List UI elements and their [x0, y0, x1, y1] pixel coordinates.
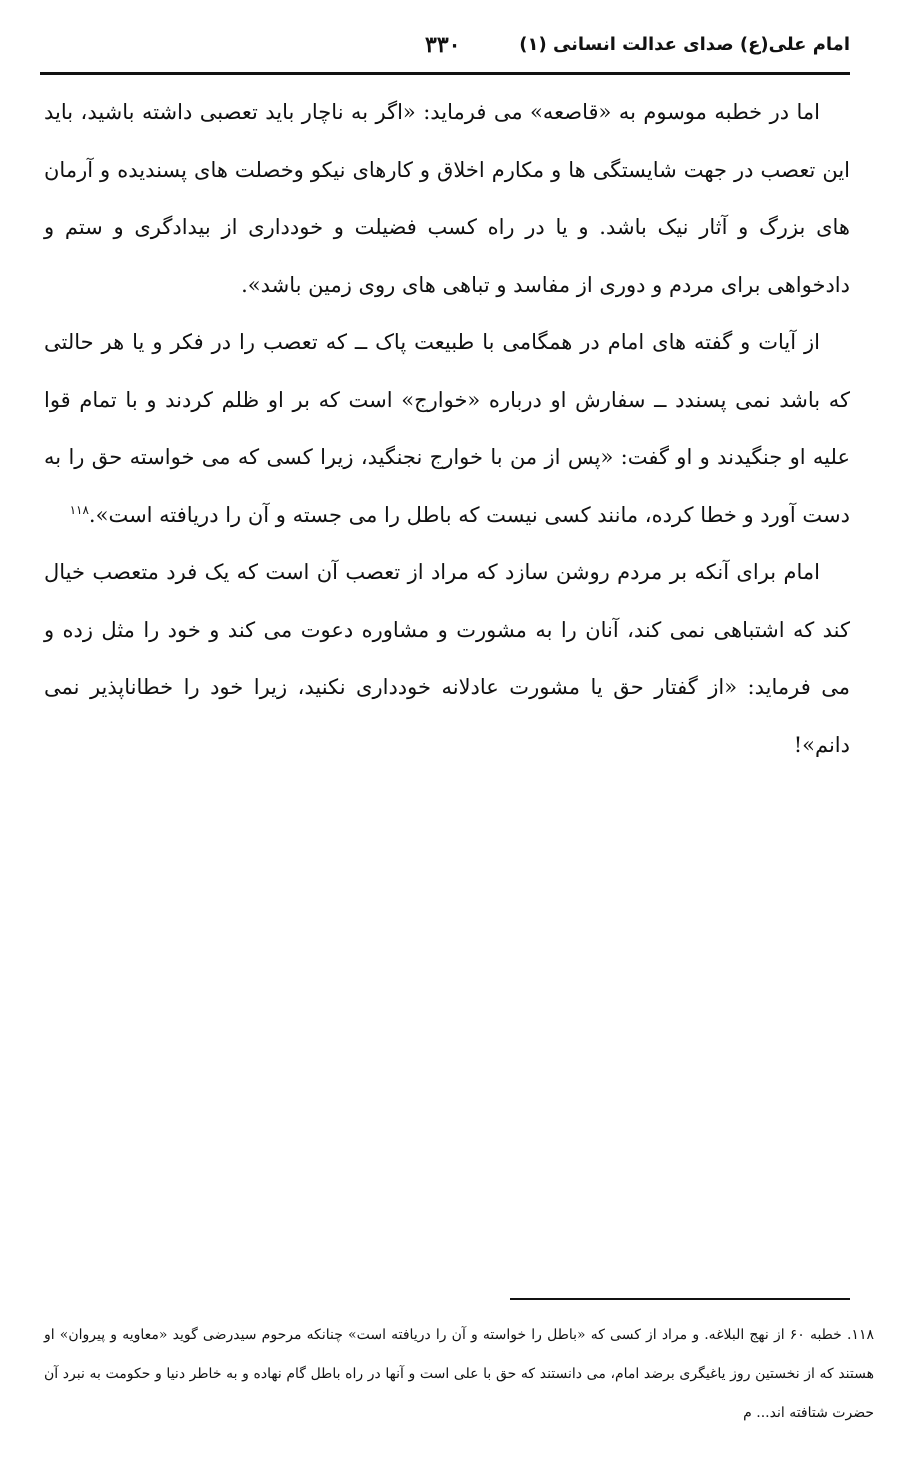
- footnotes: [44, 1316, 874, 1433]
- paragraph-text: از آیات و گفته های امام در همگامی با طبیعت پاک ــ که تعصب را در فکر و یا هر حالتی که باشد نمی پسندد ــ سفارش او درباره «خوارج» است که بر او ظلم کردند و با تمام قوا علیه او جنگیدند و او گفت: «پس از من با خوارج نجنگید، زیرا کسی که می خواسته حق را به دست آورد و خطا کرده، مانند کسی نیست که باطل را می جسته و آن را دریافته است».: [44, 330, 850, 527]
- footnote-reference: ۱۱۸: [69, 502, 89, 517]
- running-title: امام علی(ع) صدای عدالت انسانی (۱): [519, 34, 850, 55]
- page-header: [40, 28, 850, 72]
- paragraph: امام برای آنکه بر مردم روشن سازد که مراد از تعصب آن است که یک فرد متعصب خیال کند که اشتباهی نمی کند، آنان را به مشورت و مشاوره دعوت می کند و خود را مثل زده و می فرماید: «از گفتار حق یا مشورت عادلانه خودداری نکنید، زیرا خود را خطاناپذیر نمی دانم»!: [44, 560, 850, 757]
- footnote-rule: [510, 1298, 850, 1300]
- footnote: ۱۱۸. خطبه ۶۰ از نهج البلاغه. و مراد از کسی که «باطل را خواسته و آن را دریافته است» چنانکه مرحوم سیدرضی گوید «معاویه و پیروان» او هستند که از نخستین روز یاغیگری برضد امام، می دانستند که حق با علی است و آنها در راه باطل گام نهاده و به خاطر دنیا و حکومت به نبرد آن حضرت شتافته اند... م: [44, 1327, 874, 1421]
- page-number: ۳۳۰: [425, 32, 461, 58]
- body-text: [44, 84, 850, 774]
- header-rule: [40, 72, 850, 75]
- paragraph: اما در خطبه موسوم به «قاصعه» می فرماید: «اگر به ناچار باید تعصبی داشته باشید، باید این تعصب در جهت شایستگی ها و مکارم اخلاق و کارهای نیکو وخصلت های پسندیده و آرمان های بزرگ و آثار نیک باشد. و یا در راه کسب فضیلت و خودداری از بیدادگری و ستم و دادخواهی برای مردم و دوری از مفاسد و تباهی های روی زمین باشد».: [44, 100, 850, 297]
- paragraph: [44, 314, 850, 544]
